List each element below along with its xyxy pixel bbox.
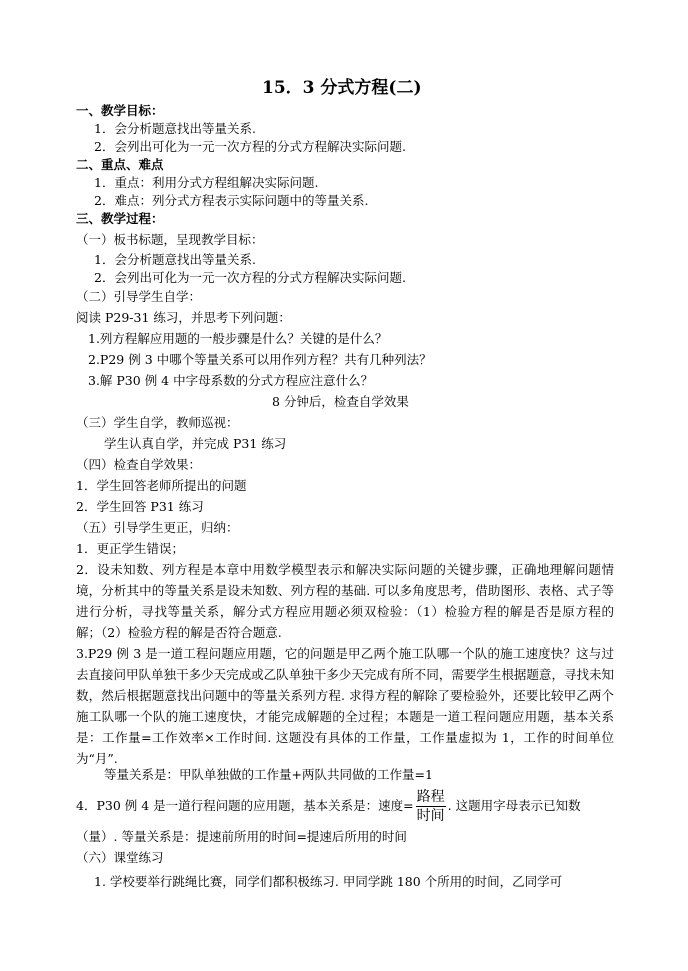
step1-item-2: 2．会列出可化为一元一次方程的分式方程解决实际问题. bbox=[94, 270, 406, 285]
goal-item-2: 2．会列出可化为一元一次方程的分式方程解决实际问题. bbox=[94, 139, 406, 154]
step5-item-4 bbox=[76, 786, 581, 826]
step5-heading: （五）引导学生更正，归纳： bbox=[76, 520, 239, 535]
section-heading-process: 三、教学过程： bbox=[76, 211, 164, 226]
step5-item-1: 1．更正学生错误； bbox=[76, 541, 184, 556]
step5-item-3: 3.P29 例 3 是一道工程问题应用题，它的问题是甲乙两个施工队哪一个队的施工速度快？这与过去直接问甲队单独干多少天完成或乙队单独干多少天完成有所不同，需要学生根据题意，寻找未知数，然后根据题意找出问题中的等量关系列方程. 求得方程的解除了要检验外，还要比较甲乙两个施工队哪一个队的施工速度快，才能完成解题的全过程；本题是一道工程问题应用题，基本关系是：工作量=工作效率×工作时间. 这题没有具体的工作量，工作量虚拟为 1，工作的时间单位为“月”. bbox=[76, 646, 614, 766]
step2-question-1: 1.列方程解应用题的一般步骤是什么？关键的是什么？ bbox=[88, 331, 388, 346]
step3-text: 学生认真自学，并完成 P31 练习 bbox=[104, 436, 287, 451]
step2-heading: （二）引导学生自学： bbox=[76, 289, 202, 304]
step4-item-1: 1．学生回答老师所提出的问题 bbox=[76, 478, 247, 493]
goal-item-1: 1．会分析题意找出等量关系. bbox=[94, 121, 256, 136]
step2-intro: 阅读 P29-31 练习，并思考下列问题： bbox=[76, 310, 291, 325]
step4-heading: （四）检查自学效果： bbox=[76, 457, 202, 472]
step5-item-4-suffix: . 这题用字母表示已知数 bbox=[447, 798, 581, 813]
step6-heading: （六）课堂练习 bbox=[76, 850, 164, 865]
exercise-item-1: 1. 学校要举行跳绳比赛，同学们都积极练习. 甲同学跳 180 个所用的时间，乙同学可 bbox=[94, 874, 563, 889]
step2-note: 8 分钟后，检查自学效果 bbox=[272, 394, 409, 409]
step4-item-2: 2．学生回答 P31 练习 bbox=[76, 499, 204, 514]
keypoint-item-2: 2．难点：列分式方程表示实际问题中的等量关系. bbox=[94, 193, 369, 208]
fraction-denominator: 时间 bbox=[416, 808, 445, 824]
speed-fraction bbox=[416, 788, 446, 825]
step5-item-4-continued: （量）. 等量关系是：提速前所用的时间=提速后所用的时间 bbox=[76, 829, 407, 844]
step1-heading: （一）板书标题，呈现教学目标： bbox=[76, 232, 264, 247]
step3-heading: （三）学生自学，教师巡视： bbox=[76, 415, 239, 430]
step5-item-4-prefix: 4．P30 例 4 是一道行程问题的应用题，基本关系是：速度= bbox=[76, 798, 414, 813]
fraction-numerator: 路程 bbox=[416, 789, 445, 805]
step2-question-3: 3.解 P30 例 4 中字母系数的分式方程应注意什么？ bbox=[88, 373, 374, 388]
section-heading-keypoints: 二、重点、难点 bbox=[76, 157, 164, 172]
document-title: 15．3 分式方程(二) bbox=[262, 78, 422, 98]
step2-question-2: 2.P29 例 3 中哪个等量关系可以用作列方程？共有几种列法？ bbox=[88, 352, 432, 367]
section-heading-goals: 一、教学目标： bbox=[76, 103, 164, 118]
step1-item-1: 1．会分析题意找出等量关系. bbox=[94, 252, 256, 267]
keypoint-item-1: 1．重点：利用分式方程组解决实际问题. bbox=[94, 175, 319, 190]
step5-item-3-relation: 等量关系是：甲队单独做的工作量+两队共同做的工作量=1 bbox=[104, 767, 433, 782]
step5-item-2: 2．设未知数、列方程是本章中用数学模型表示和解决实际问题的关键步骤，正确地理解问题情境，分析其中的等量关系是设未知数、列方程的基础. 可以多角度思考，借助图形、表格、式子等进行分析，寻找等量关系，解分式方程应用题必须双检验：（1）检验方程的解是否是原方程的解；（2）检验方程的解是否符合题意. bbox=[76, 562, 614, 640]
